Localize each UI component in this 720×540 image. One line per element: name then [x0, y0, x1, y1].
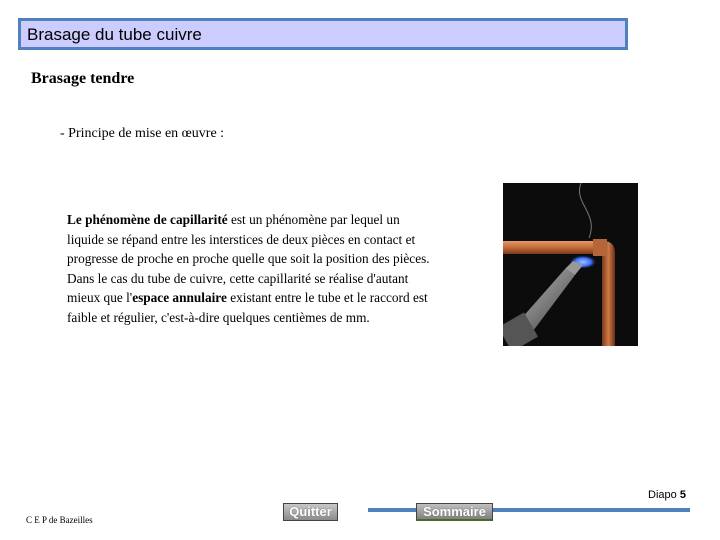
brazing-photo-illustration — [503, 183, 638, 346]
brazing-photo — [503, 183, 638, 346]
slide-number — [648, 489, 686, 501]
body-text — [67, 210, 437, 327]
slide-label: Diapo — [648, 489, 677, 501]
slide-number-value: 5 — [679, 489, 686, 501]
annular-detail: existant entre le tube et le raccord est faible et régulier, c'est-à-dire quelques centièmes de mm. — [67, 290, 428, 325]
paragraph-annular-space — [67, 269, 437, 328]
capillarity-definition: est un phénomène par lequel un liquide se répand entre les interstices de deux pièces en contact et progresse de proche en proche quelle que soit la position des pièces. — [67, 212, 430, 266]
organization-name: C E P de Bazeilles — [26, 515, 93, 525]
section-subtitle: Brasage tendre — [31, 70, 135, 87]
principle-heading: - Principe de mise en œuvre : — [60, 126, 225, 141]
summary-button[interactable]: Sommaire — [416, 503, 493, 521]
capillarity-term: Le phénomène de capillarité — [67, 212, 228, 227]
annular-intro: Dans le cas du tube de cuivre, cette capillarité se réalise d'autant mieux que l' — [67, 270, 409, 305]
quit-button[interactable]: Quitter — [283, 503, 338, 521]
title-bar — [18, 18, 628, 50]
paragraph-capillarity — [67, 210, 437, 269]
page-title: Brasage du tube cuivre — [27, 25, 202, 44]
annular-space-term: espace annulaire — [132, 290, 227, 305]
